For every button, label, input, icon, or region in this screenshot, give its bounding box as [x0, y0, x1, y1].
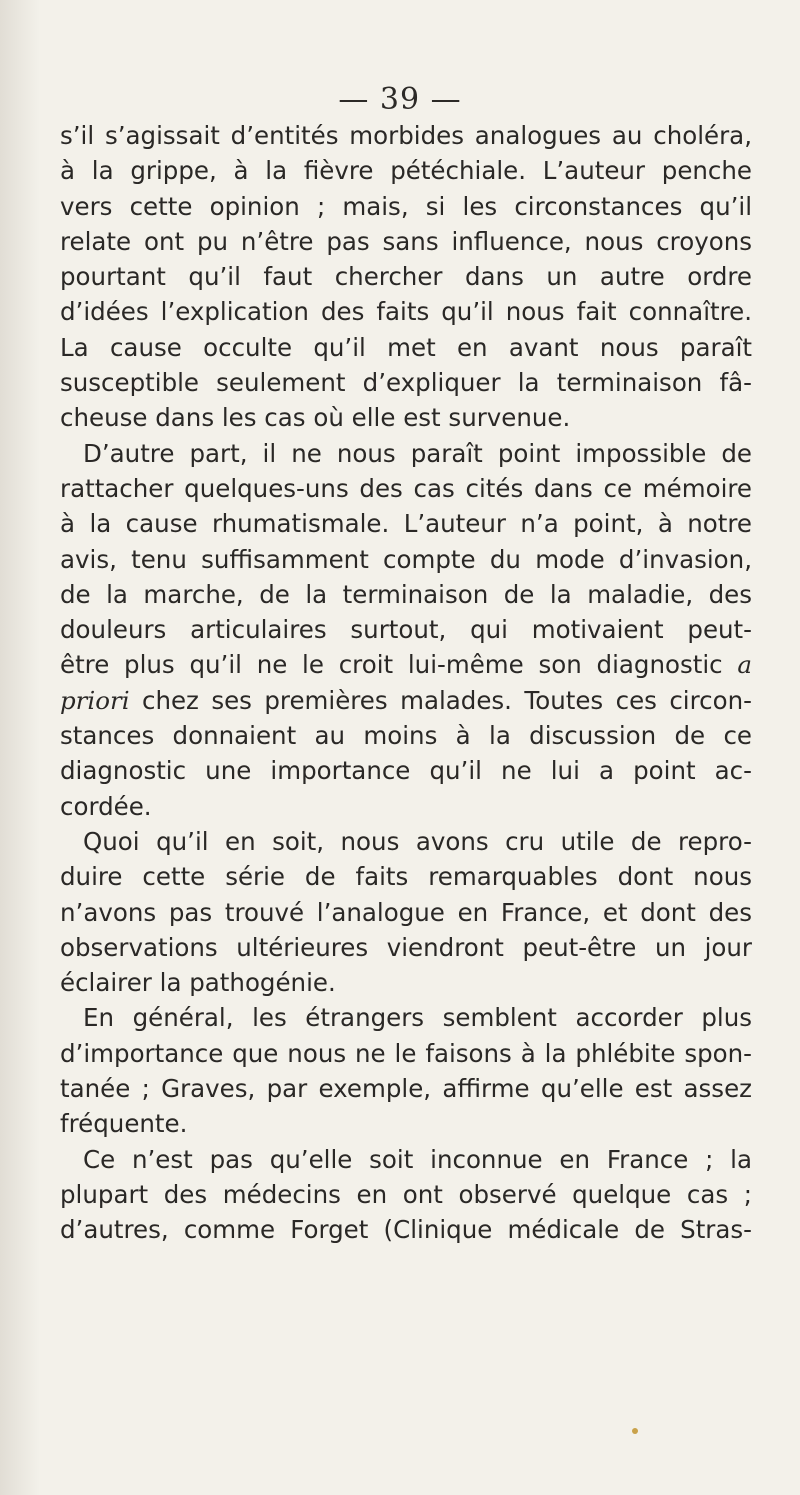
- text-line: d’importance que nous ne le faisons à la phlébite spon-: [60, 1038, 752, 1068]
- text-line-with-italic: [60, 683, 752, 718]
- text-line: n’avons pas trouvé l’analogue en France, et dont des: [60, 897, 752, 927]
- text-line: plupart des médecins en ont observé quelque cas ;: [60, 1179, 752, 1209]
- text-line: stances donnaient au moins à la discussion de ce: [60, 721, 752, 751]
- paragraph-start-line: Ce n’est pas qu’elle soit inconnue en France ; la: [83, 1144, 752, 1174]
- text-line: cheuse dans les cas où elle est survenue.: [60, 403, 571, 433]
- text-line: d’autres, comme Forget (Clinique médicale de Stras-: [60, 1215, 752, 1245]
- text-line-with-italic: [60, 647, 752, 682]
- text-line: observations ultérieures viendront peut-être un jour: [60, 932, 752, 962]
- paragraph-start-line: En général, les étrangers semblent accorder plus: [83, 1003, 752, 1033]
- italic-word: priori: [60, 685, 130, 715]
- text-line: tanée ; Graves, par exemple, affirme qu’elle est assez: [60, 1074, 752, 1104]
- text-line: rattacher quelques-uns des cas cités dans ce mémoire: [60, 473, 752, 503]
- italic-word: a: [737, 650, 752, 680]
- paper-stain: [632, 1428, 638, 1434]
- text-line: cordée.: [60, 791, 152, 821]
- text-line: de la marche, de la terminaison de la maladie, des: [60, 579, 752, 609]
- text-line: à la grippe, à la fièvre pétéchiale. L’auteur penche: [60, 156, 752, 186]
- gutter-shadow: [0, 0, 40, 1495]
- text-line: duire cette série de faits remarquables dont nous: [60, 862, 752, 892]
- text-line: d’idées l’explication des faits qu’il nous fait connaître.: [60, 297, 752, 327]
- text-line: douleurs articulaires surtout, qui motivaient peut-: [60, 615, 752, 645]
- text-line: à la cause rhumatismale. L’auteur n’a point, à notre: [60, 509, 752, 539]
- text-line: susceptible seulement d’expliquer la terminaison fâ-: [60, 368, 752, 398]
- page-number: — 39 —: [338, 82, 462, 117]
- line-text: chez ses premières malades. Toutes ces circon-: [141, 685, 752, 715]
- text-line: diagnostic une importance qu’il ne lui a point ac-: [60, 756, 752, 786]
- text-line: La cause occulte qu’il met en avant nous paraît: [60, 332, 752, 362]
- text-line: avis, tenu suffisamment compte du mode d’invasion,: [60, 544, 752, 574]
- line-text: être plus qu’il ne le croit lui-même son diagnostic: [60, 650, 723, 680]
- body-text: [60, 118, 752, 1248]
- text-line: vers cette opinion ; mais, si les circonstances qu’il: [60, 191, 752, 221]
- text-line: fréquente.: [60, 1109, 188, 1139]
- text-line: pourtant qu’il faut chercher dans un autre ordre: [60, 262, 752, 292]
- text-line: éclairer la pathogénie.: [60, 968, 336, 998]
- text-line: relate ont pu n’être pas sans influence, nous croyons: [60, 226, 752, 256]
- paragraph-start-line: Quoi qu’il en soit, nous avons cru utile de repro-: [83, 826, 752, 856]
- text-line: s’il s’agissait d’entités morbides analogues au choléra,: [60, 121, 752, 150]
- paragraph-start-line: D’autre part, il ne nous paraît point impossible de: [83, 438, 752, 468]
